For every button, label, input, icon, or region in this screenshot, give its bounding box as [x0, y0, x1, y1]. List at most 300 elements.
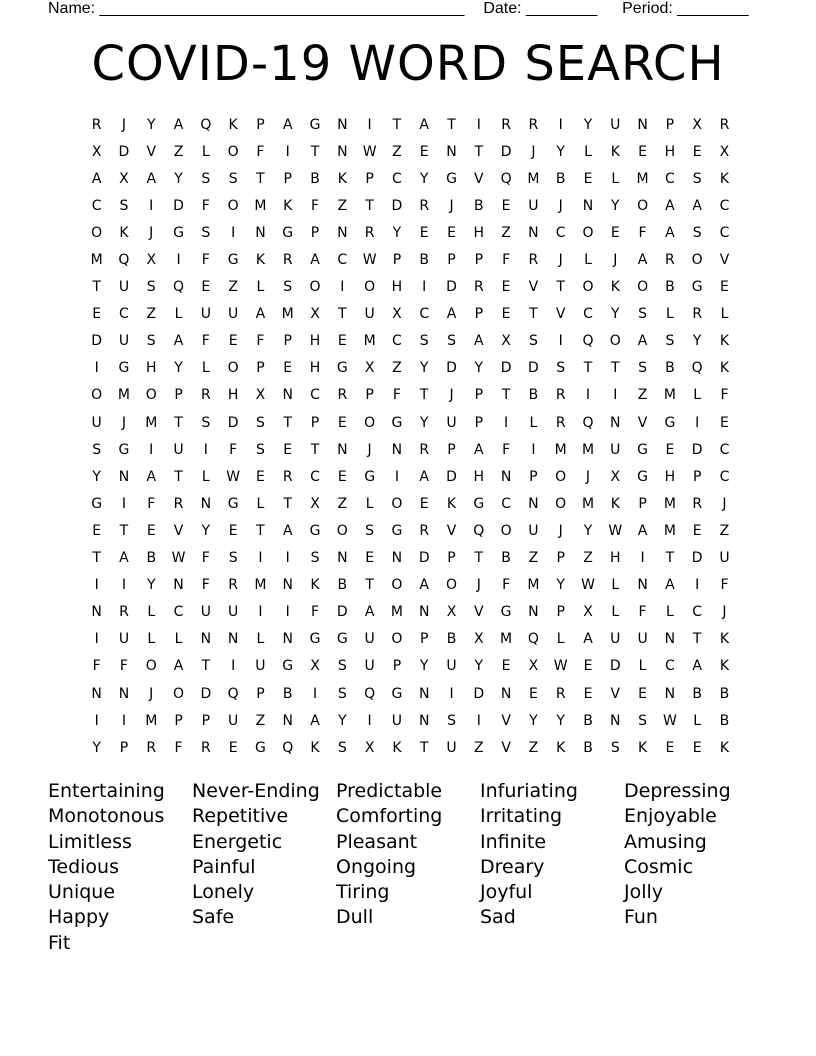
grid-letter: G [637, 468, 649, 485]
name-blank: _________________________________________ [99, 0, 465, 17]
grid-letter: B [555, 170, 566, 187]
grid-letter: A [692, 197, 702, 214]
grid-letter: E [692, 143, 702, 160]
grid-letter: I [449, 685, 454, 702]
grid-letter: X [146, 252, 157, 269]
grid-letter: D [691, 550, 703, 567]
word-list-item: Amusing [624, 830, 707, 853]
grid-letter: B [583, 739, 593, 756]
grid-letter: N [664, 631, 676, 648]
grid-letter: N [255, 224, 266, 241]
grid-letter: W [362, 252, 377, 269]
grid-letter: S [255, 441, 265, 458]
grid-letter: G [118, 360, 130, 377]
grid-letter: N [200, 631, 212, 648]
grid-letter: P [365, 387, 374, 404]
grid-letter: X [528, 658, 539, 675]
grid-letter: I [504, 414, 509, 431]
grid-letter: M [363, 333, 376, 350]
grid-letter: R [146, 739, 157, 756]
grid-letter: O [91, 224, 103, 241]
grid-letter: F [256, 333, 265, 350]
grid-letter: G [391, 414, 403, 431]
grid-letter: Q [200, 116, 212, 133]
grid-letter: J [613, 252, 618, 269]
grid-letter: M [581, 495, 595, 512]
grid-letter: J [121, 116, 127, 133]
grid-letter: S [419, 333, 429, 350]
grid-letter: M [254, 197, 267, 214]
grid-letter: K [392, 739, 402, 756]
grid-letter: B [528, 387, 539, 404]
grid-letter: P [419, 631, 429, 648]
grid-letter: P [638, 495, 647, 512]
grid-letter: Z [337, 197, 348, 214]
grid-letter: I [558, 116, 563, 133]
grid-letter: M [663, 387, 676, 404]
grid-letter: Q [173, 279, 185, 296]
grid-letter: S [692, 170, 702, 187]
grid-letter: F [201, 252, 210, 269]
grid-letter: F [310, 197, 320, 214]
grid-letter: C [719, 224, 730, 241]
grid-letter: S [665, 333, 675, 350]
grid-letter: X [610, 468, 621, 485]
grid-letter: Y [174, 360, 183, 377]
grid-letter: Z [583, 550, 593, 567]
grid-letter: Z [228, 279, 238, 296]
grid-letter: G [309, 522, 321, 539]
grid-letter: T [611, 360, 620, 377]
grid-letter: I [94, 577, 99, 594]
word-list-item: Sad [480, 906, 516, 929]
grid-letter: B [719, 685, 730, 702]
grid-letter: G [446, 170, 457, 187]
date-blank: ________ [526, 0, 598, 17]
grid-letter: S [228, 170, 238, 187]
grid-letter: N [91, 685, 102, 702]
grid-letter: A [583, 631, 593, 648]
grid-letter: E [583, 685, 593, 702]
grid-letter: T [310, 143, 320, 160]
grid-letter: P [474, 387, 484, 404]
grid-letter: K [719, 658, 730, 675]
grid-letter: L [611, 604, 620, 621]
grid-letter: H [309, 360, 321, 377]
grid-letter: S [638, 712, 648, 729]
grid-letter: T [283, 414, 292, 431]
grid-letter: C [392, 333, 402, 350]
grid-letter: W [553, 658, 568, 675]
grid-letter: T [447, 116, 456, 133]
grid-letter: J [367, 441, 372, 458]
grid-letter: X [501, 333, 511, 350]
grid-letter: D [418, 550, 430, 567]
grid-letter: L [147, 631, 156, 648]
grid-letter: Z [719, 522, 730, 539]
grid-letter: D [200, 685, 212, 702]
grid-letter: I [258, 550, 263, 567]
grid-letter: L [665, 604, 674, 621]
grid-letter: P [447, 550, 456, 567]
grid-letter: A [364, 604, 375, 621]
grid-letter: S [337, 685, 347, 702]
grid-letter: P [256, 360, 265, 377]
grid-letter: L [256, 495, 265, 512]
grid-letter: U [446, 414, 457, 431]
grid-letter: K [255, 252, 266, 269]
grid-letter: P [256, 116, 265, 133]
grid-letter: Z [474, 739, 484, 756]
period-label: Period: [622, 0, 673, 17]
grid-letter: U [118, 279, 130, 296]
grid-letter: N [227, 631, 239, 648]
grid-letter: N [418, 712, 430, 729]
grid-letter: P [556, 604, 565, 621]
grid-letter: X [474, 631, 484, 648]
grid-letter: N [91, 604, 102, 621]
grid-letter: S [255, 414, 265, 431]
grid-letter: Q [527, 631, 539, 648]
grid-letter: D [91, 333, 103, 350]
grid-letter: J [558, 522, 563, 539]
grid-letter: X [446, 604, 457, 621]
grid-letter: I [149, 197, 154, 214]
grid-letter: R [473, 279, 484, 296]
grid-letter: B [310, 170, 320, 187]
grid-letter: I [149, 441, 154, 458]
grid-letter: S [337, 658, 347, 675]
grid-letter: N [337, 143, 348, 160]
grid-letter: A [474, 441, 484, 458]
grid-letter: Q [364, 685, 376, 702]
grid-letter: A [146, 468, 157, 485]
grid-letter: S [638, 306, 648, 323]
grid-letter: U [446, 739, 457, 756]
grid-letter: S [337, 739, 347, 756]
grid-letter: D [446, 468, 457, 485]
grid-letter: Y [556, 143, 565, 160]
grid-letter: D [446, 279, 457, 296]
grid-letter: E [337, 414, 347, 431]
grid-letter: A [282, 116, 293, 133]
grid-letter: L [201, 468, 210, 485]
word-list-item: Painful [192, 855, 256, 878]
grid-letter: H [391, 279, 403, 296]
grid-letter: U [528, 197, 539, 214]
grid-letter: X [583, 604, 593, 621]
grid-letter: U [364, 306, 375, 323]
grid-letter: A [692, 658, 702, 675]
grid-letter: I [121, 495, 127, 512]
grid-letter: N [282, 577, 293, 594]
grid-letter: L [611, 170, 620, 187]
grid-letter: I [176, 252, 181, 269]
grid-letter: I [231, 224, 236, 241]
grid-letter: P [556, 550, 565, 567]
grid-letter: N [637, 116, 648, 133]
grid-letter: S [201, 170, 211, 187]
grid-letter: F [229, 441, 238, 458]
grid-letter: X [392, 306, 402, 323]
grid-letter: O [691, 252, 703, 269]
grid-letter: K [610, 143, 620, 160]
grid-letter: P [310, 414, 320, 431]
grid-letter: Y [338, 712, 347, 729]
grid-letter: O [637, 279, 649, 296]
grid-letter: M [527, 577, 540, 594]
word-list-item: Repetitive [192, 805, 289, 828]
grid-letter: N [337, 441, 348, 458]
grid-letter: N [118, 468, 130, 485]
grid-letter: Y [583, 522, 593, 539]
grid-letter: K [310, 739, 320, 756]
grid-letter: T [419, 739, 429, 756]
letter-grid [83, 111, 738, 761]
grid-letter: L [529, 414, 538, 431]
grid-letter: Y [392, 224, 402, 241]
grid-letter: G [255, 739, 266, 756]
grid-letter: P [201, 712, 211, 729]
grid-letter: I [285, 604, 290, 621]
grid-letter: A [282, 522, 293, 539]
grid-letter: L [256, 279, 265, 296]
grid-letter: O [364, 414, 376, 431]
grid-letter: K [637, 739, 648, 756]
grid-letter: T [256, 170, 265, 187]
grid-letter: S [228, 550, 238, 567]
grid-letter: O [391, 495, 403, 512]
date-label: Date: [483, 0, 522, 17]
grid-letter: K [610, 279, 620, 296]
grid-letter: V [474, 170, 484, 187]
grid-letter: E [528, 685, 538, 702]
grid-letter: A [665, 197, 675, 214]
grid-letter: I [367, 116, 372, 133]
grid-letter: N [610, 414, 621, 431]
grid-letter: C [583, 306, 593, 323]
grid-letter: R [282, 252, 293, 269]
grid-letter: F [256, 143, 265, 160]
grid-letter: E [228, 522, 238, 539]
grid-letter: Y [201, 522, 211, 539]
grid-letter: U [200, 604, 211, 621]
grid-letter: I [394, 468, 399, 485]
grid-letter: C [310, 387, 320, 404]
grid-letter: H [227, 387, 239, 404]
grid-letter: F [638, 224, 647, 241]
grid-letter: K [719, 631, 730, 648]
grid-letter: N [391, 550, 403, 567]
grid-letter: V [501, 712, 511, 729]
grid-letter: I [203, 441, 208, 458]
grid-letter: L [201, 143, 210, 160]
grid-letter: B [501, 550, 511, 567]
grid-letter: R [419, 522, 430, 539]
grid-letter: T [174, 468, 183, 485]
grid-letter: D [473, 685, 485, 702]
grid-letter: U [637, 631, 648, 648]
word-list-item: Unique [48, 881, 116, 904]
word-list-item: Infuriating [480, 780, 578, 802]
grid-letter: M [527, 170, 540, 187]
grid-letter: X [255, 387, 266, 404]
grid-letter: E [447, 224, 456, 241]
grid-letter: P [474, 306, 484, 323]
grid-letter: A [310, 252, 320, 269]
grid-letter: T [119, 522, 129, 539]
grid-letter: T [365, 577, 374, 594]
grid-letter: F [174, 739, 183, 756]
grid-letter: B [446, 631, 457, 648]
grid-letter: C [392, 170, 402, 187]
grid-letter: B [692, 685, 702, 702]
grid-letter: X [91, 143, 102, 160]
grid-letter: K [310, 577, 320, 594]
grid-letter: P [365, 170, 374, 187]
grid-letter: H [145, 360, 157, 377]
grid-letter: C [664, 170, 675, 187]
grid-letter: R [555, 387, 566, 404]
grid-letter: P [665, 116, 675, 133]
grid-letter: Y [419, 414, 429, 431]
grid-letter: O [555, 495, 567, 512]
grid-letter: G [91, 495, 103, 512]
grid-letter: R [200, 739, 211, 756]
grid-letter: V [146, 143, 157, 160]
grid-letter: N [582, 197, 594, 214]
grid-letter: E [201, 279, 211, 296]
grid-letter: Z [528, 739, 539, 756]
grid-letter: J [149, 685, 154, 702]
grid-letter: P [283, 170, 292, 187]
grid-letter: T [201, 658, 211, 675]
grid-letter: V [610, 685, 621, 702]
grid-letter: R [719, 116, 730, 133]
grid-letter: I [285, 143, 290, 160]
grid-letter: O [336, 522, 348, 539]
grid-letter: N [500, 685, 512, 702]
grid-letter: E [583, 658, 593, 675]
grid-letter: C [555, 224, 566, 241]
grid-letter: T [501, 387, 511, 404]
grid-letter: R [282, 468, 293, 485]
grid-letter: V [173, 522, 184, 539]
grid-letter: Q [582, 414, 594, 431]
grid-letter: L [147, 604, 156, 621]
grid-letter: M [117, 387, 130, 404]
grid-letter: O [145, 658, 157, 675]
grid-letter: A [419, 116, 429, 133]
grid-letter: O [555, 468, 567, 485]
grid-letter: L [611, 577, 620, 594]
word-list-item: Lonely [192, 881, 255, 904]
grid-letter: E [665, 739, 675, 756]
grid-letter: B [583, 712, 593, 729]
grid-letter: O [227, 197, 239, 214]
grid-letter: M [254, 577, 267, 594]
grid-letter: M [663, 522, 676, 539]
grid-letter: Y [692, 333, 702, 350]
grid-letter: D [500, 360, 512, 377]
grid-letter: F [201, 333, 210, 350]
grid-letter: L [201, 360, 210, 377]
grid-letter: D [500, 143, 512, 160]
grid-letter: Y [174, 170, 183, 187]
grid-letter: F [119, 658, 128, 675]
grid-letter: B [419, 252, 430, 269]
grid-letter: N [528, 495, 539, 512]
grid-letter: N [418, 604, 430, 621]
grid-letter: E [583, 170, 593, 187]
grid-letter: C [664, 658, 675, 675]
grid-letter: V [719, 252, 730, 269]
grid-letter: U [228, 712, 239, 729]
grid-letter: C [119, 306, 129, 323]
grid-letter: E [720, 279, 729, 296]
grid-letter: Q [500, 170, 512, 187]
grid-letter: E [638, 685, 648, 702]
grid-letter: N [118, 685, 130, 702]
grid-letter: B [665, 360, 675, 377]
grid-letter: U [610, 116, 621, 133]
grid-letter: O [445, 577, 458, 594]
grid-letter: T [392, 116, 402, 133]
grid-letter: P [447, 441, 456, 458]
word-list-item: Safe [192, 906, 235, 929]
grid-letter: U [118, 631, 130, 648]
word-list-item: Pleasant [336, 830, 418, 853]
grid-letter: X [719, 143, 730, 160]
word-list-item: Comforting [336, 805, 443, 828]
grid-letter: G [282, 658, 294, 675]
grid-letter: N [337, 116, 348, 133]
grid-letter: F [720, 387, 729, 404]
grid-letter: G [227, 252, 239, 269]
grid-letter: L [556, 631, 565, 648]
grid-letter: O [309, 279, 321, 296]
word-list-item: Irritating [480, 805, 563, 828]
grid-letter: B [719, 712, 730, 729]
grid-letter: F [310, 604, 320, 621]
grid-letter: S [528, 333, 538, 350]
grid-letter: I [476, 712, 481, 729]
grid-letter: G [309, 631, 321, 648]
word-list-item: Tiring [336, 881, 390, 904]
grid-letter: I [476, 116, 481, 133]
grid-letter: D [227, 414, 239, 431]
grid-letter: G [282, 224, 294, 241]
grid-letter: N [337, 550, 348, 567]
grid-letter: E [419, 143, 429, 160]
word-list-item: Fit [48, 931, 71, 954]
grid-letter: T [474, 143, 484, 160]
grid-letter: G [227, 495, 239, 512]
grid-letter: N [282, 631, 293, 648]
grid-letter: G [500, 604, 512, 621]
grid-letter: S [447, 333, 456, 350]
grid-letter: Q [473, 522, 485, 539]
grid-letter: S [146, 279, 156, 296]
word-list-item: Fun [624, 906, 658, 929]
grid-letter: G [637, 441, 649, 458]
grid-letter: O [145, 387, 157, 404]
grid-letter: W [581, 577, 595, 594]
grid-letter: N [500, 468, 512, 485]
grid-letter: A [310, 712, 320, 729]
grid-letter: O [637, 197, 649, 214]
grid-letter: N [664, 685, 676, 702]
